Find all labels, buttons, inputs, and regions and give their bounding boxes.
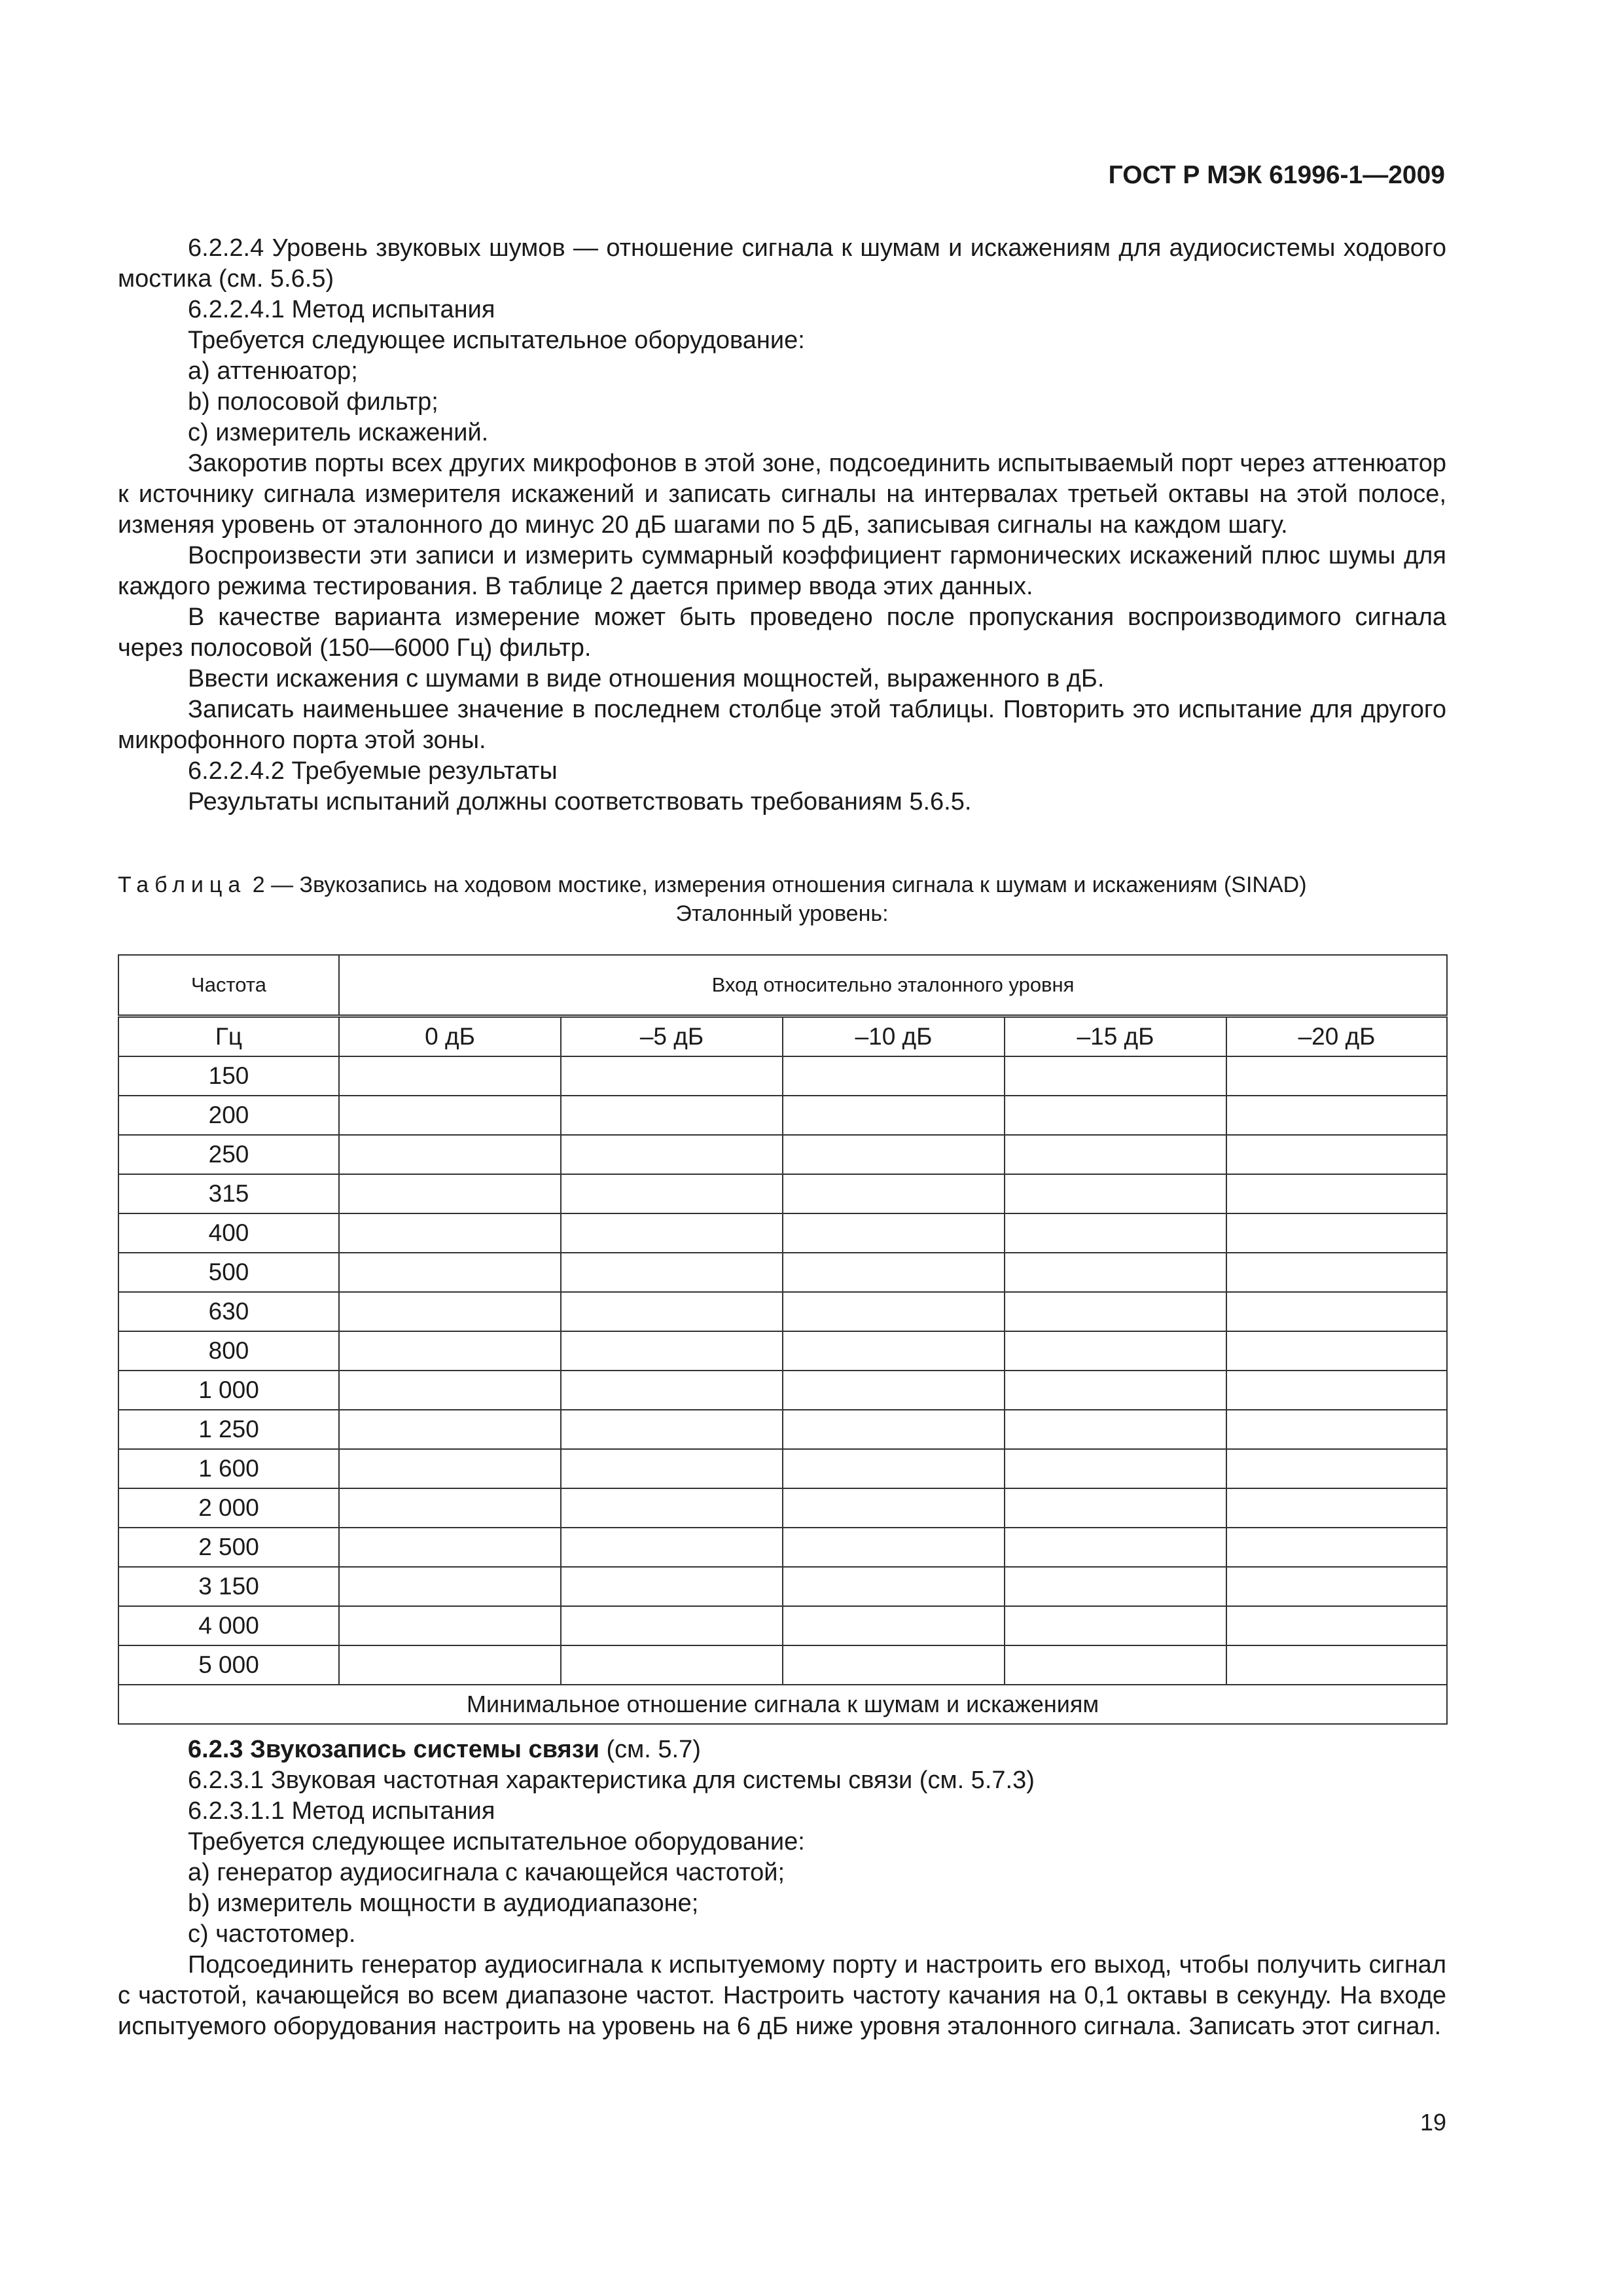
table-row	[118, 1449, 1447, 1488]
table-caption	[118, 870, 1446, 928]
value-cell[interactable]	[561, 1213, 783, 1253]
value-cell[interactable]	[1226, 1606, 1447, 1645]
value-cell[interactable]	[783, 1253, 1005, 1292]
value-cell[interactable]	[1226, 1213, 1447, 1253]
paragraph: b) полосовой фильтр;	[188, 388, 438, 416]
value-cell[interactable]	[339, 1096, 561, 1135]
value-cell[interactable]	[561, 1253, 783, 1292]
document-header: ГОСТ Р МЭК 61996-1—2009	[1108, 161, 1445, 189]
value-cell[interactable]	[1226, 1528, 1447, 1567]
frequency-cell: 200	[118, 1096, 339, 1135]
table-row	[118, 1371, 1447, 1410]
header-input-level: Вход относительно эталонного уровня	[339, 955, 1447, 1016]
column-header: –5 дБ	[561, 1016, 783, 1057]
section-heading-num: 6.2.3	[188, 1736, 243, 1763]
section-text	[118, 1734, 1446, 2042]
paragraph: b) измеритель мощности в аудиодиапазоне;	[188, 1890, 699, 1917]
value-cell[interactable]	[783, 1645, 1005, 1685]
table-row	[118, 1253, 1447, 1292]
value-cell[interactable]	[1226, 1410, 1447, 1449]
table-row	[118, 1645, 1447, 1685]
value-cell[interactable]	[339, 1410, 561, 1449]
frequency-cell: 2 000	[118, 1488, 339, 1528]
value-cell[interactable]	[783, 1449, 1005, 1488]
paragraph: Требуется следующее испытательное оборудование:	[188, 327, 805, 354]
value-cell[interactable]	[561, 1567, 783, 1606]
value-cell[interactable]	[339, 1331, 561, 1371]
frequency-cell: 2 500	[118, 1528, 339, 1567]
value-cell[interactable]	[1005, 1331, 1226, 1371]
table-caption-text: 2 — Звукозапись на ходовом мостике, измерения отношения сигнала к шумам и искажениям (SINAD)	[246, 872, 1307, 897]
value-cell[interactable]	[1226, 1449, 1447, 1488]
value-cell[interactable]	[1226, 1488, 1447, 1528]
section-heading-title: Звукозапись системы связи	[250, 1736, 599, 1763]
header-frequency: Частота	[118, 955, 339, 1016]
column-header: Гц	[118, 1016, 339, 1057]
table-row	[118, 1488, 1447, 1528]
table-caption-label: Таблица	[118, 872, 247, 897]
table-row	[118, 1567, 1447, 1606]
value-cell[interactable]	[561, 1174, 783, 1213]
value-cell[interactable]	[561, 1488, 783, 1528]
table-row	[118, 1135, 1447, 1174]
value-cell[interactable]	[561, 1135, 783, 1174]
column-header: –15 дБ	[1005, 1016, 1226, 1057]
paragraph: 6.2.3.1.1 Метод испытания	[188, 1797, 495, 1825]
value-cell[interactable]	[783, 1567, 1005, 1606]
paragraph: Требуется следующее испытательное оборудование:	[188, 1828, 805, 1856]
paragraph: В качестве варианта измерение может быть проведено после пропускания воспроизводимого сигнала через полосовой (150—6000 Гц) фильтр.	[118, 603, 1446, 662]
table-row	[118, 1606, 1447, 1645]
value-cell[interactable]	[1005, 1606, 1226, 1645]
value-cell[interactable]	[561, 1371, 783, 1410]
value-cell[interactable]	[1005, 1488, 1226, 1528]
page-number: 19	[1419, 2109, 1446, 2136]
table-row	[118, 1174, 1447, 1213]
value-cell[interactable]	[1226, 1645, 1447, 1685]
value-cell[interactable]	[339, 1292, 561, 1331]
value-cell[interactable]	[1226, 1253, 1447, 1292]
intro-text	[118, 233, 1446, 817]
value-cell[interactable]	[1226, 1567, 1447, 1606]
paragraph: a) генератор аудиосигнала с качающейся частотой;	[188, 1859, 785, 1886]
table-row	[118, 1213, 1447, 1253]
value-cell[interactable]	[1005, 1174, 1226, 1213]
frequency-cell: 250	[118, 1135, 339, 1174]
value-cell[interactable]	[1226, 1096, 1447, 1135]
value-cell[interactable]	[1005, 1096, 1226, 1135]
table-footer: Минимальное отношение сигнала к шумам и искажениям	[118, 1685, 1447, 1724]
value-cell[interactable]	[1005, 1371, 1226, 1410]
frequency-cell: 500	[118, 1253, 339, 1292]
table-row	[118, 1096, 1447, 1135]
value-cell[interactable]	[783, 1056, 1005, 1096]
table-footer-row	[118, 1685, 1447, 1724]
column-header: 0 дБ	[339, 1016, 561, 1057]
value-cell[interactable]	[561, 1331, 783, 1371]
value-cell[interactable]	[339, 1528, 561, 1567]
value-cell[interactable]	[783, 1096, 1005, 1135]
frequency-cell: 1 250	[118, 1410, 339, 1449]
frequency-cell: 800	[118, 1331, 339, 1371]
value-cell[interactable]	[1226, 1056, 1447, 1096]
paragraph: 6.2.3.1 Звуковая частотная характеристика для системы связи (см. 5.7.3)	[188, 1767, 1035, 1794]
table-caption-line	[118, 870, 1446, 899]
paragraph: 6.2.2.4.1 Метод испытания	[188, 296, 495, 323]
value-cell[interactable]	[339, 1645, 561, 1685]
value-cell[interactable]	[339, 1213, 561, 1253]
table-group-header-row	[118, 955, 1447, 1016]
paragraph: Записать наименьшее значение в последнем столбце этой таблицы. Повторить это испытание для другого микрофонного порта этой зоны.	[118, 696, 1446, 754]
value-cell[interactable]	[561, 1528, 783, 1567]
paragraph: Закоротив порты всех других микрофонов в этой зоне, подсоединить испытываемый порт через аттенюатор к источнику сигнала измерителя искажений и записать сигналы на интервалах третьей октавы на этой полосе, изменяя уровень от эталонного до минус 20 дБ шагами по 5 дБ, записывая сигналы на каждом шагу.	[118, 450, 1446, 539]
frequency-cell: 400	[118, 1213, 339, 1253]
value-cell[interactable]	[339, 1488, 561, 1528]
column-header: –10 дБ	[783, 1016, 1005, 1057]
paragraph: a) аттенюатор;	[188, 357, 358, 385]
paragraph: Результаты испытаний должны соответствовать требованиям 5.6.5.	[188, 788, 972, 816]
value-cell[interactable]	[339, 1606, 561, 1645]
value-cell[interactable]	[1005, 1213, 1226, 1253]
value-cell[interactable]	[1005, 1135, 1226, 1174]
value-cell[interactable]	[1005, 1645, 1226, 1685]
value-cell[interactable]	[1005, 1253, 1226, 1292]
section-paragraphs	[118, 1765, 1446, 2042]
value-cell[interactable]	[783, 1528, 1005, 1567]
paragraph: 6.2.2.4.2 Требуемые результаты	[188, 757, 558, 785]
value-cell[interactable]	[783, 1135, 1005, 1174]
value-cell[interactable]	[1226, 1371, 1447, 1410]
value-cell[interactable]	[339, 1056, 561, 1096]
value-cell[interactable]	[339, 1449, 561, 1488]
table-row	[118, 1292, 1447, 1331]
value-cell[interactable]	[783, 1174, 1005, 1213]
table-row	[118, 1528, 1447, 1567]
paragraph: 6.2.2.4 Уровень звуковых шумов — отношение сигнала к шумам и искажениям для аудиосистемы ходового мостика (см. 5.6.5)	[118, 234, 1446, 293]
paragraph: c) измеритель искажений.	[188, 419, 489, 446]
frequency-cell: 5 000	[118, 1645, 339, 1685]
section-heading-ref: (см. 5.7)	[599, 1736, 701, 1763]
value-cell[interactable]	[1005, 1056, 1226, 1096]
value-cell[interactable]	[561, 1645, 783, 1685]
value-cell[interactable]	[783, 1488, 1005, 1528]
table-caption-sub: Эталонный уровень:	[675, 901, 889, 926]
value-cell[interactable]	[561, 1096, 783, 1135]
frequency-cell: 150	[118, 1056, 339, 1096]
value-cell[interactable]	[1005, 1292, 1226, 1331]
value-cell[interactable]	[561, 1606, 783, 1645]
value-cell[interactable]	[783, 1371, 1005, 1410]
value-cell[interactable]	[783, 1606, 1005, 1645]
value-cell[interactable]	[561, 1410, 783, 1449]
value-cell[interactable]	[783, 1331, 1005, 1371]
value-cell[interactable]	[783, 1292, 1005, 1331]
paragraph: Воспроизвести эти записи и измерить суммарный коэффициент гармонических искажений плюс шумы для каждого режима тестирования. В таблице 2 дается пример ввода этих данных.	[118, 542, 1446, 600]
value-cell[interactable]	[339, 1567, 561, 1606]
value-cell[interactable]	[1226, 1292, 1447, 1331]
value-cell[interactable]	[1005, 1528, 1226, 1567]
value-cell[interactable]	[339, 1174, 561, 1213]
frequency-cell: 1 000	[118, 1371, 339, 1410]
paragraph: Подсоединить генератор аудиосигнала к испытуемому порту и настроить его выход, чтобы получить сигнал с частотой, качающейся во всем диапазоне частот. Настроить частоту качания на 0,1 октавы в секунду. На входе испытуемого оборудования настроить на уровень на 6 дБ ниже уровня эталонного сигнала. Записать этот сигнал.	[118, 1951, 1446, 2040]
table-row	[118, 1331, 1447, 1371]
table-row	[118, 1410, 1447, 1449]
value-cell[interactable]	[561, 1292, 783, 1331]
value-cell[interactable]	[339, 1371, 561, 1410]
column-header: –20 дБ	[1226, 1016, 1447, 1057]
sinad-table	[118, 954, 1448, 1725]
value-cell[interactable]	[561, 1449, 783, 1488]
value-cell[interactable]	[1005, 1410, 1226, 1449]
value-cell[interactable]	[339, 1253, 561, 1292]
frequency-cell: 4 000	[118, 1606, 339, 1645]
value-cell[interactable]	[1226, 1174, 1447, 1213]
table-row	[118, 1056, 1447, 1096]
value-cell[interactable]	[1226, 1135, 1447, 1174]
frequency-cell: 1 600	[118, 1449, 339, 1488]
section-heading	[118, 1734, 1446, 1765]
value-cell[interactable]	[1005, 1567, 1226, 1606]
table-column-header-row	[118, 1016, 1447, 1057]
frequency-cell: 315	[118, 1174, 339, 1213]
frequency-cell: 3 150	[118, 1567, 339, 1606]
value-cell[interactable]	[783, 1410, 1005, 1449]
value-cell[interactable]	[1005, 1449, 1226, 1488]
value-cell[interactable]	[1226, 1331, 1447, 1371]
frequency-cell: 630	[118, 1292, 339, 1331]
paragraph: c) частотомер.	[188, 1920, 356, 1948]
value-cell[interactable]	[561, 1056, 783, 1096]
value-cell[interactable]	[783, 1213, 1005, 1253]
value-cell[interactable]	[339, 1135, 561, 1174]
paragraph: Ввести искажения с шумами в виде отношения мощностей, выраженного в дБ.	[188, 665, 1105, 692]
